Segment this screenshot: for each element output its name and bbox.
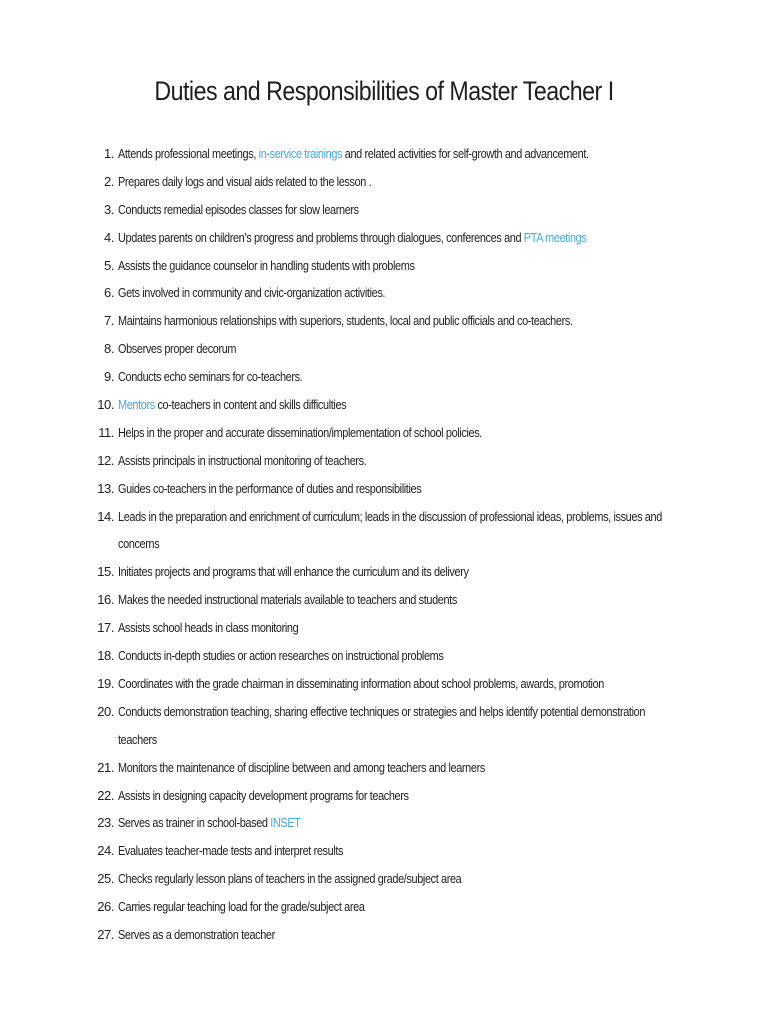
item-text xyxy=(118,419,708,447)
item-number: 25. xyxy=(97,871,114,887)
item-text-line xyxy=(118,698,708,726)
item-text-line xyxy=(118,503,708,531)
item-number: 17. xyxy=(97,620,114,636)
item-text xyxy=(118,335,708,363)
item-number: 4. xyxy=(104,229,114,245)
highlighted-link-text[interactable]: PTA meetings xyxy=(523,229,587,245)
item-text xyxy=(118,670,708,698)
list-item xyxy=(0,921,768,949)
item-text-segment: Assists the guidance counselor in handling students with problems xyxy=(118,257,415,273)
item-text-segment: Maintains harmonious relationships with superiors, students, local and public officials and co-teachers. xyxy=(118,313,573,329)
item-text-segment: Initiates projects and programs that will enhance the curriculum and its delivery xyxy=(118,564,469,580)
item-text xyxy=(118,893,708,921)
item-text-segment: Monitors the maintenance of discipline between and among teachers and learners xyxy=(118,759,485,775)
list-item xyxy=(0,558,768,586)
item-number: 9. xyxy=(104,369,114,385)
item-text xyxy=(118,921,708,949)
item-text xyxy=(118,224,708,252)
item-text-segment: Observes proper decorum xyxy=(118,341,237,357)
item-number: 19. xyxy=(97,675,114,691)
item-number: 27. xyxy=(97,926,114,942)
item-text xyxy=(118,503,708,559)
item-text-line xyxy=(118,168,708,196)
item-text-line xyxy=(118,558,708,586)
list-item xyxy=(0,279,768,307)
item-number: 24. xyxy=(97,843,114,859)
list-item xyxy=(0,391,768,419)
item-text-segment: Coordinates with the grade chairman in disseminating information about school problems, awards, promotion xyxy=(118,675,604,691)
item-text-segment: Assists school heads in class monitoring xyxy=(118,620,299,636)
item-text-line xyxy=(118,614,708,642)
item-text-segment: Conducts demonstration teaching, sharing effective techniques or strategies and helps identify potential demonstration xyxy=(118,703,646,719)
item-text-segment: Conducts remedial episodes classes for slow learners xyxy=(118,201,359,217)
item-text-line xyxy=(118,837,708,865)
item-number: 7. xyxy=(104,313,114,329)
item-number: 20. xyxy=(97,703,114,719)
item-number: 12. xyxy=(97,452,114,468)
list-item xyxy=(0,837,768,865)
item-number: 26. xyxy=(97,899,114,915)
item-text-segment: Helps in the proper and accurate dissemination/implementation of school policies. xyxy=(118,424,482,440)
list-item xyxy=(0,252,768,280)
list-item xyxy=(0,419,768,447)
item-text xyxy=(118,252,708,280)
item-text-segment: Assists in designing capacity development programs for teachers xyxy=(118,787,409,803)
item-text xyxy=(118,363,708,391)
item-text xyxy=(118,586,708,614)
list-item xyxy=(0,642,768,670)
item-text-line xyxy=(118,670,708,698)
highlighted-link-text[interactable]: Mentors xyxy=(118,397,155,413)
item-text xyxy=(118,558,708,586)
item-text-line xyxy=(118,363,708,391)
item-text xyxy=(118,279,708,307)
item-text xyxy=(118,447,708,475)
item-text xyxy=(118,196,708,224)
item-text-line xyxy=(118,726,708,754)
item-text-segment: Conducts echo seminars for co-teachers. xyxy=(118,369,303,385)
item-number: 22. xyxy=(97,787,114,803)
item-text-line xyxy=(118,279,708,307)
list-item xyxy=(0,586,768,614)
item-number: 10. xyxy=(97,397,114,413)
item-text-segment: Serves as a demonstration teacher xyxy=(118,926,275,942)
item-text-line xyxy=(118,447,708,475)
list-item xyxy=(0,475,768,503)
item-text xyxy=(118,391,708,419)
item-text-segment: Prepares daily logs and visual aids related to the lesson . xyxy=(118,173,372,189)
item-text-segment: Carries regular teaching load for the grade/subject area xyxy=(118,899,365,915)
item-text xyxy=(118,782,708,810)
item-text-segment: Makes the needed instructional materials available to teachers and students xyxy=(118,592,457,608)
item-text-line xyxy=(118,224,708,252)
item-text-segment: Serves as trainer in school-based xyxy=(118,815,271,831)
item-number: 8. xyxy=(104,341,114,357)
list-item xyxy=(0,893,768,921)
list-item xyxy=(0,140,768,168)
item-text xyxy=(118,837,708,865)
item-text-line xyxy=(118,921,708,949)
list-item xyxy=(0,447,768,475)
item-text xyxy=(118,642,708,670)
item-text xyxy=(118,140,708,168)
item-text-line xyxy=(118,196,708,224)
item-number: 5. xyxy=(104,257,114,273)
item-text-segment: and related activities for self-growth and advancement. xyxy=(342,146,589,161)
item-text-segment: Gets involved in community and civic-organization activities. xyxy=(118,285,386,301)
list-item xyxy=(0,168,768,196)
item-number: 11. xyxy=(98,424,114,440)
item-text-segment: Conducts in-depth studies or action researches on instructional problems xyxy=(118,648,444,664)
item-text-line xyxy=(118,893,708,921)
document-title: Duties and Responsibilities of Master Teacher I xyxy=(154,76,614,106)
item-number: 13. xyxy=(97,480,114,496)
highlighted-link-text[interactable]: in-service trainings xyxy=(258,146,343,161)
item-text xyxy=(118,475,708,503)
highlighted-link-text[interactable]: INSET xyxy=(270,815,301,831)
item-text-segment: Attends professional meetings, xyxy=(118,146,259,161)
list-item xyxy=(0,307,768,335)
item-text-line xyxy=(118,865,708,893)
item-text-segment: co-teachers in content and skills difficulties xyxy=(154,397,347,413)
item-number: 3. xyxy=(104,201,114,217)
item-text xyxy=(118,698,708,754)
list-item xyxy=(0,196,768,224)
item-text-line xyxy=(118,307,708,335)
list-item xyxy=(0,503,768,559)
item-text xyxy=(118,809,708,837)
item-text-segment: Guides co-teachers in the performance of duties and responsibilities xyxy=(118,480,422,496)
item-text-segment: Checks regularly lesson plans of teachers in the assigned grade/subject area xyxy=(118,871,462,887)
list-item xyxy=(0,782,768,810)
item-text-segment: teachers xyxy=(118,731,157,747)
item-text-segment: Leads in the preparation and enrichment of curriculum; leads in the discussion of professional ideas, problems, issues and xyxy=(118,508,662,524)
item-text xyxy=(118,614,708,642)
item-text-line xyxy=(118,419,708,447)
item-text-line xyxy=(118,642,708,670)
item-text-line xyxy=(118,754,708,782)
list-item xyxy=(0,614,768,642)
item-text-line xyxy=(118,586,708,614)
item-text xyxy=(118,168,708,196)
item-text-segment: Evaluates teacher-made tests and interpret results xyxy=(118,843,344,859)
item-number: 15. xyxy=(97,564,114,580)
list-item xyxy=(0,335,768,363)
item-text-line xyxy=(118,140,708,168)
list-item xyxy=(0,224,768,252)
item-text xyxy=(118,865,708,893)
item-text-line xyxy=(118,475,708,503)
item-text-line xyxy=(118,530,708,558)
item-text-line xyxy=(118,782,708,810)
list-item xyxy=(0,363,768,391)
item-text-segment: Assists principals in instructional monitoring of teachers. xyxy=(118,452,367,468)
item-number: 6. xyxy=(104,285,114,301)
item-number: 14. xyxy=(97,508,114,524)
item-text-line xyxy=(118,335,708,363)
item-text xyxy=(118,307,708,335)
item-text-segment: concerns xyxy=(118,536,160,552)
item-number: 21. xyxy=(97,759,114,775)
item-number: 1. xyxy=(104,146,114,161)
item-number: 23. xyxy=(97,815,114,831)
item-text-line xyxy=(118,391,708,419)
list-item xyxy=(0,754,768,782)
item-text-line xyxy=(118,809,708,837)
item-number: 16. xyxy=(97,592,114,608)
item-number: 18. xyxy=(97,648,114,664)
list-item xyxy=(0,809,768,837)
item-number: 2. xyxy=(104,173,114,189)
duties-list xyxy=(0,140,768,949)
item-text xyxy=(118,754,708,782)
list-item xyxy=(0,670,768,698)
item-text-segment: Updates parents on children’s progress and problems through dialogues, conferences and xyxy=(118,229,524,245)
item-text-line xyxy=(118,252,708,280)
list-item xyxy=(0,865,768,893)
list-item xyxy=(0,698,768,754)
